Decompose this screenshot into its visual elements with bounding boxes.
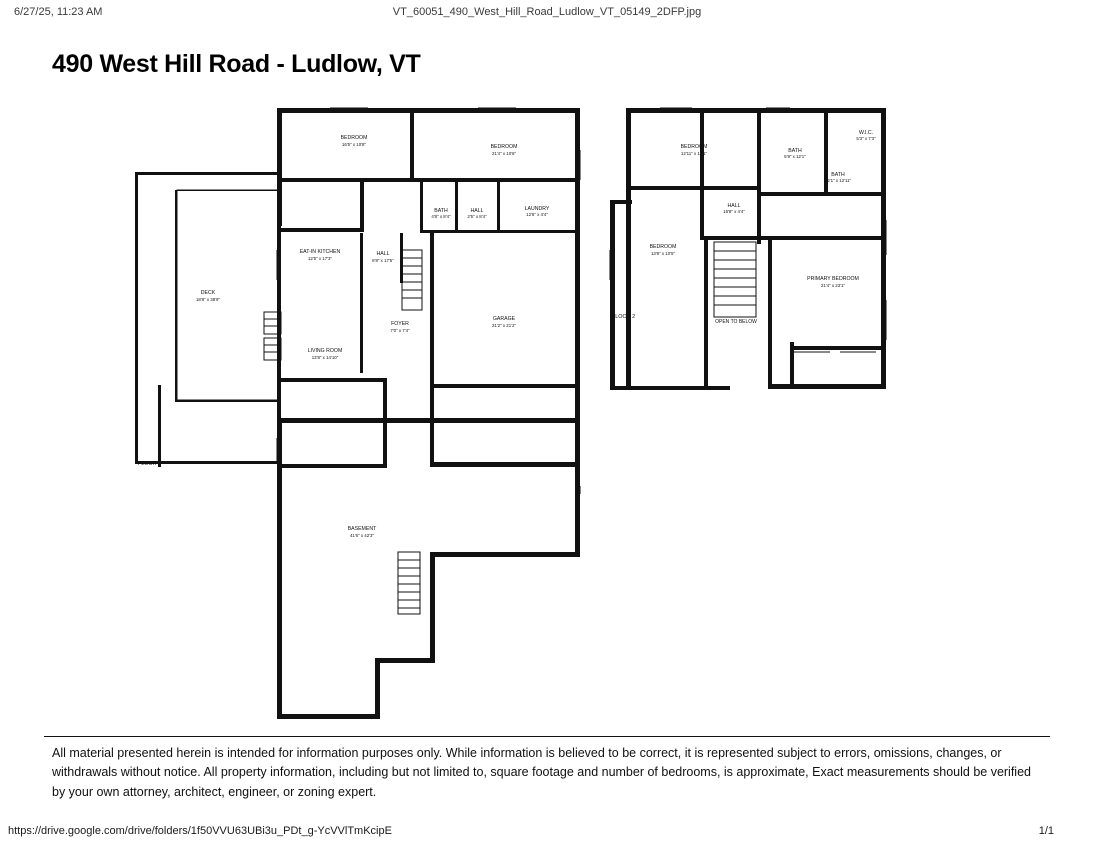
svg-text:GARAGE: GARAGE — [492, 316, 516, 322]
svg-text:OPEN TO BELOW: OPEN TO BELOW — [715, 319, 757, 325]
print-footer — [0, 825, 1094, 841]
disclaimer-text: All material presented herein is intended for information purposes only. While information is believed to be correct, it is represented subject to errors, omissions, changes, or withdrawals without notice. All property information, including but not limited to, square footage and number of bedrooms, is approximate, Exact measurements should be verified by your own attorney, architect, engineer, or zoning expert. — [52, 746, 1031, 799]
print-header — [0, 6, 1094, 22]
disclaimer-divider — [44, 736, 1050, 737]
svg-text:LIVING ROOM: LIVING ROOM — [307, 348, 343, 354]
svg-text:FOYER: FOYER — [391, 321, 409, 327]
svg-text:DECK: DECK — [200, 290, 216, 296]
svg-text:41'6" x 42'3": 41'6" x 42'3" — [349, 533, 375, 538]
svg-text:16'5" x 10'8": 16'5" x 10'8" — [341, 142, 367, 147]
svg-text:18'8" x 38'9": 18'8" x 38'9" — [195, 297, 221, 302]
svg-text:7'0" x 7'4": 7'0" x 7'4" — [390, 328, 410, 333]
svg-text:BEDROOM: BEDROOM — [490, 144, 518, 150]
svg-text:FLOOR 1: FLOOR 1 — [138, 461, 162, 467]
svg-text:12'5" x 17'3": 12'5" x 17'3" — [307, 256, 333, 261]
svg-text:15'8" x 4'4": 15'8" x 4'4" — [723, 209, 745, 214]
print-source-url[interactable]: https://drive.google.com/drive/folders/1f50VVU63UBi3u_PDt_g-YcVVlTmKcipE — [8, 825, 392, 837]
svg-text:BATH: BATH — [831, 172, 845, 178]
svg-text:FLOOR 2: FLOOR 2 — [612, 314, 636, 320]
svg-text:12'11" x 12'1": 12'11" x 12'1" — [680, 151, 708, 156]
svg-text:BATH: BATH — [788, 148, 802, 154]
svg-text:EAT-IN KITCHEN: EAT-IN KITCHEN — [299, 249, 341, 255]
svg-text:12'1" x 12'11": 12'1" x 12'11" — [824, 178, 852, 183]
print-document-name: VT_60051_490_West_Hill_Road_Ludlow_VT_05149_2DFP.jpg — [392, 6, 702, 18]
print-datetime: 6/27/25, 11:23 AM — [14, 6, 103, 18]
svg-text:12'6" x 4'4": 12'6" x 4'4" — [526, 212, 548, 217]
floorplan-image — [0, 90, 1094, 730]
svg-text:BASEMENT: BASEMENT — [347, 526, 377, 532]
svg-text:BATH: BATH — [434, 208, 448, 214]
print-page-number: 1/1 — [1038, 825, 1054, 837]
svg-text:LAUNDRY: LAUNDRY — [524, 206, 550, 212]
svg-text:BEDROOM: BEDROOM — [680, 144, 708, 150]
svg-text:BEDROOM: BEDROOM — [340, 135, 368, 141]
svg-text:PRIMARY BEDROOM: PRIMARY BEDROOM — [807, 276, 859, 282]
svg-text:HALL: HALL — [727, 203, 741, 209]
svg-text:13'8" x 10'5": 13'8" x 10'5" — [650, 251, 676, 256]
page-title: 490 West Hill Road - Ludlow, VT — [52, 50, 421, 78]
svg-text:21'2" x 21'2": 21'2" x 21'2" — [491, 323, 517, 328]
svg-text:BEDROOM: BEDROOM — [649, 244, 677, 250]
svg-text:HALL: HALL — [470, 208, 484, 214]
svg-text:4'8" x 8'4": 4'8" x 8'4" — [431, 214, 451, 219]
svg-text:21'4" x 10'6": 21'4" x 10'6" — [491, 151, 517, 156]
svg-text:2'5" x 8'4": 2'5" x 8'4" — [467, 214, 487, 219]
svg-text:13'8" x 14'10": 13'8" x 14'10" — [311, 355, 339, 360]
svg-text:21'4" x 23'1": 21'4" x 23'1" — [820, 283, 846, 288]
svg-text:W.I.C.: W.I.C. — [858, 130, 874, 136]
svg-text:5'9" x 12'1": 5'9" x 12'1" — [784, 154, 806, 159]
svg-text:HALL: HALL — [376, 251, 390, 257]
svg-text:5'3" x 7'3": 5'3" x 7'3" — [856, 136, 876, 141]
svg-text:8'8" x 17'5": 8'8" x 17'5" — [372, 258, 394, 263]
